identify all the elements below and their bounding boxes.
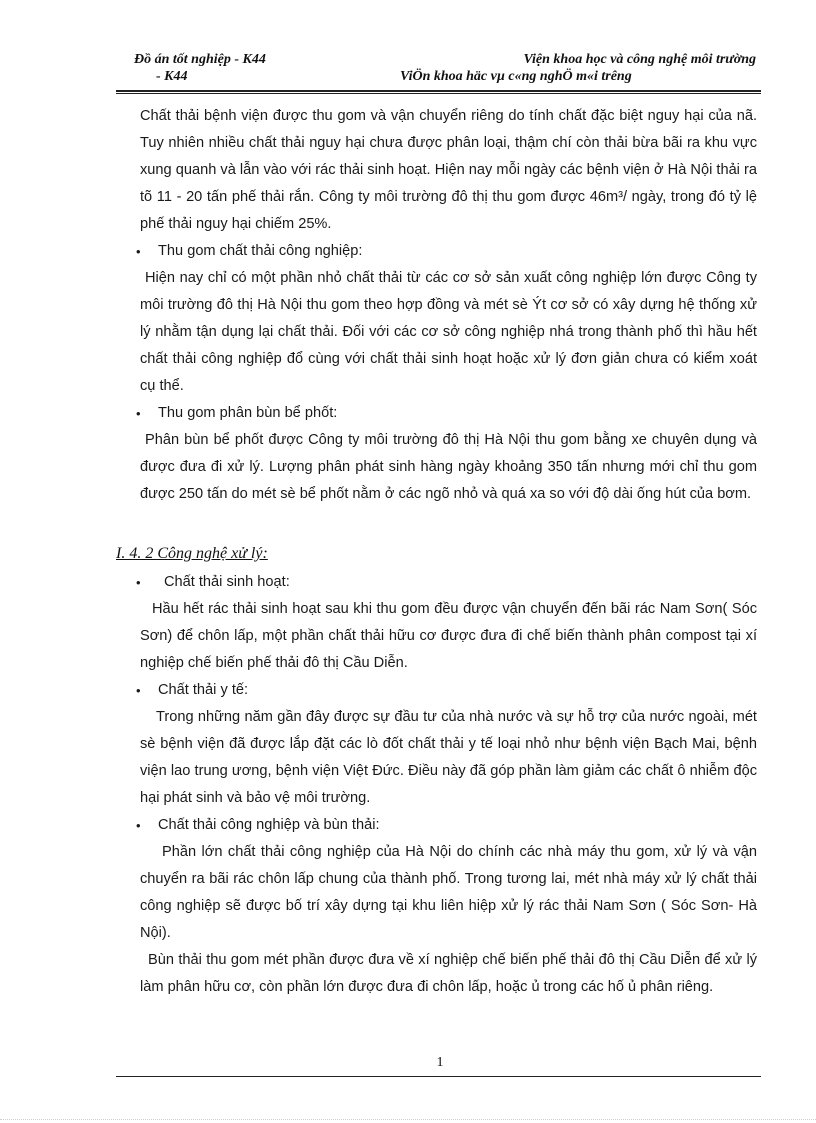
header-left-line1: Đồ án tốt nghiệp - K44 bbox=[134, 52, 266, 67]
section-heading: I. 4. 2 Công nghệ xử lý: bbox=[116, 545, 268, 562]
bullet-domestic-waste bbox=[136, 569, 757, 596]
bullet-industrial-collection bbox=[136, 238, 757, 265]
bullet-icon: • bbox=[136, 575, 141, 590]
bullet-icon: • bbox=[136, 683, 141, 698]
paragraph-hospital-waste: Chất thải bệnh viện được thu gom và vận chuyển riêng do tính chất đặc biệt nguy hại của nã. Tuy nhiên nhiều chất thải nguy hại chưa được phân loại, thậm chí còn thải bừa bãi ra khu vực xung quanh và lẫn vào với rác thải sinh hoạt. Hiện nay mỗi ngày các bệnh viện ở Hà Nội thải ra tõ 11 - 20 tấn phế thải rắn. Công ty môi trường đô thị thu gom được 46m³/ ngày, trong đó tỷ lệ phế thải nguy hại chiếm 25%. bbox=[140, 108, 757, 232]
footer-divider bbox=[116, 1076, 761, 1077]
header-divider-thin bbox=[116, 93, 761, 94]
paragraph-medical-waste: Trong những năm gần đây được sự đầu tư của nhà nước và sự hỗ trợ của nước ngoài, mét sè bệnh viện đã được lắp đặt các lò đốt chất thải y tế loại nhỏ như bệnh viện Bạch Mai, bệnh viện lao trung ương, bệnh viện Việt Đức. Điều này đã góp phần làm giảm các chất ô nhiễm độc hại phát sinh và bảo vệ môi trường. bbox=[140, 709, 757, 806]
page-edge bbox=[0, 1119, 816, 1120]
body-top bbox=[136, 103, 757, 508]
bullet-label: Chất thải công nghiệp và bùn thải: bbox=[158, 817, 380, 833]
header-divider bbox=[116, 90, 761, 92]
page-number: 1 bbox=[436, 1055, 444, 1070]
paragraph-industrial-treatment: Phần lớn chất thải công nghiệp của Hà Nội do chính các nhà máy thu gom, xử lý và vận chuyển ra bãi rác chôn lấp chung của thành phố. Trong tương lai, mét nhà máy xử lý chất thải công nghiệp sẽ được bố trí xây dựng tại khu liên hiệp xử lý rác thải Nam Sơn ( Sóc Sơn- Hà Nội). bbox=[140, 844, 757, 941]
bullet-medical-waste bbox=[136, 677, 757, 704]
body-bottom bbox=[136, 569, 757, 1001]
paragraph-sludge-treatment: Bùn thải thu gom mét phần được đưa về xí nghiệp chế biến phế thải đô thị Cầu Diễn để xử lý làm phân hữu cơ, còn phần lớn được đưa đi chôn lấp, hoặc ủ trong các hố ủ phân riêng. bbox=[140, 952, 757, 995]
bullet-label: Thu gom chất thải công nghiệp: bbox=[158, 243, 363, 259]
bullet-label: Chất thải sinh hoạt: bbox=[164, 574, 290, 590]
header-right-line2: ViÖn khoa häc vµ c«ng nghÖ m«i trêng bbox=[400, 69, 632, 84]
bullet-label: Chất thải y tế: bbox=[158, 682, 249, 698]
header-left-line2: - K44 bbox=[156, 69, 188, 84]
bullet-icon: • bbox=[136, 818, 141, 833]
header-right-line1: Viện khoa học và công nghệ môi trường bbox=[523, 52, 756, 67]
paragraph-industrial-waste: Hiện nay chỉ có một phần nhỏ chất thải từ các cơ sở sản xuất công nghiệp lớn được Công ty môi trường đô thị Hà Nội thu gom theo hợp đồng và mét sè Ýt cơ sở có xây dựng hệ thống xử lý nhằm tận dụng lại chất thải. Đối với các cơ sở công nghiệp nhá trong thành phố thì hầu hết chất thải công nghiệp đổ cùng với chất thải sinh hoạt hoặc xử lý đơn giản chưa có kiểm xoát cụ thể. bbox=[140, 270, 757, 394]
paragraph-domestic-waste: Hầu hết rác thải sinh hoạt sau khi thu gom đều được vận chuyển đến bãi rác Nam Sơn( Sóc Sơn) để chôn lấp, một phần chất thải hữu cơ được đưa đi chế biến thành phân compost tại xí nghiệp chế biến phế thải đô thị Cầu Diễn. bbox=[140, 601, 757, 671]
bullet-septic-collection bbox=[136, 400, 757, 427]
bullet-industrial-sludge bbox=[136, 812, 757, 839]
bullet-icon: • bbox=[136, 244, 141, 259]
header-left bbox=[134, 51, 364, 85]
header-right bbox=[400, 51, 756, 85]
paragraph-septic-sludge: Phân bùn bể phốt được Công ty môi trường đô thị Hà Nội thu gom bằng xe chuyên dụng và được đưa đi xử lý. Lượng phân phát sinh hàng ngày khoảng 350 tấn nhưng mới chỉ thu gom được 250 tấn do mét sè bể phốt nằm ở các ngõ nhỏ và quá xa so với độ dài ống hút của bơm. bbox=[140, 432, 757, 502]
bullet-label: Thu gom phân bùn bể phốt: bbox=[158, 405, 338, 421]
bullet-icon: • bbox=[136, 406, 141, 421]
